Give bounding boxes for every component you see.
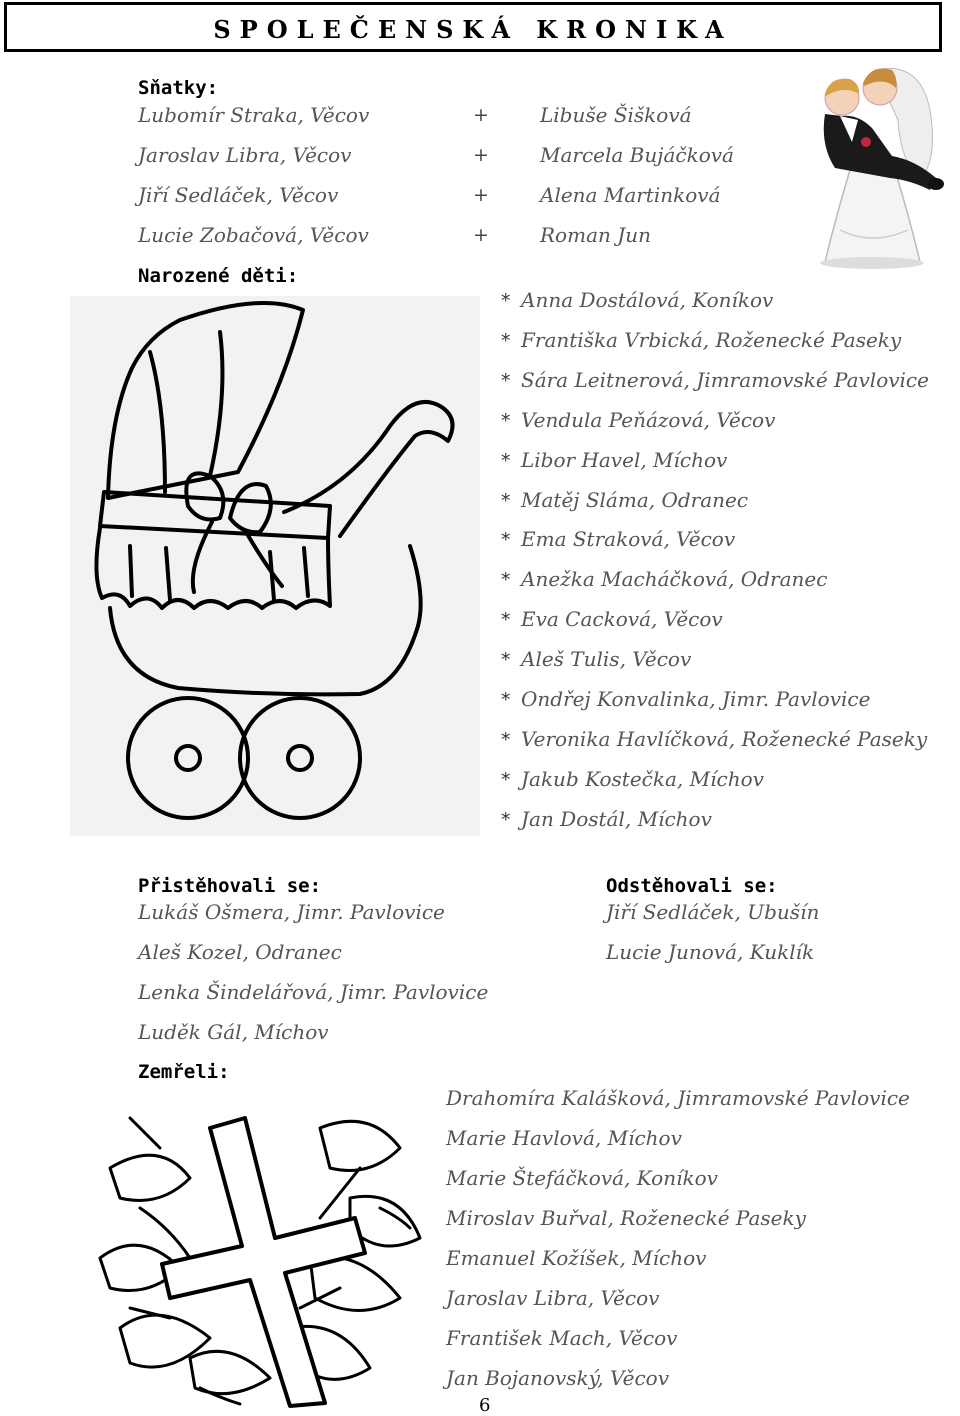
birth-bullet: * (500, 290, 512, 312)
moved-out-item: Lucie Junová, Kuklík (606, 940, 815, 964)
death-item: František Mach, Věcov (446, 1326, 678, 1350)
death-item: Marie Havlová, Míchov (446, 1126, 682, 1150)
birth-item: Františka Vrbická, Roženecké Paseky (521, 328, 902, 352)
moved-in-heading: Přistěhovali se: (138, 875, 322, 897)
births-heading: Narozené děti: (138, 265, 299, 287)
birth-bullet: * (500, 809, 512, 831)
birth-item: Libor Havel, Míchov (521, 448, 728, 472)
death-item: Emanuel Kožíšek, Míchov (446, 1246, 707, 1270)
marriage-plus: + (473, 184, 489, 206)
birth-bullet: * (500, 529, 512, 551)
moved-out-item: Jiří Sedláček, Ubušín (606, 900, 820, 924)
birth-bullet: * (500, 569, 512, 591)
moved-in-item: Lukáš Ošmera, Jimr. Pavlovice (138, 900, 445, 924)
birth-bullet: * (500, 370, 512, 392)
birth-bullet: * (500, 410, 512, 432)
death-item: Jaroslav Libra, Věcov (446, 1286, 660, 1310)
birth-item: Veronika Havlíčková, Roženecké Paseky (521, 727, 928, 751)
birth-item: Vendula Peňázová, Věcov (521, 408, 776, 432)
marriage-groom: Jiří Sedláček, Věcov (138, 183, 339, 207)
marriage-bride: Alena Martinková (540, 183, 721, 207)
birth-bullet: * (500, 689, 512, 711)
moved-in-item: Lenka Šindelářová, Jimr. Pavlovice (138, 980, 489, 1004)
birth-item: Ondřej Konvalinka, Jimr. Pavlovice (521, 687, 871, 711)
baby-pram-icon (70, 296, 480, 836)
death-item: Drahomíra Kalášková, Jimramovské Pavlovice (446, 1086, 910, 1110)
birth-bullet: * (500, 649, 512, 671)
birth-item: Jakub Kostečka, Míchov (521, 767, 764, 791)
marriages-heading: Sňatky: (138, 77, 219, 99)
marriage-plus: + (473, 224, 489, 246)
birth-bullet: * (500, 450, 512, 472)
birth-bullet: * (500, 729, 512, 751)
cross-with-lilies-icon (100, 1108, 430, 1408)
page-header (4, 2, 942, 52)
birth-item: Anna Dostálová, Koníkov (521, 288, 774, 312)
birth-item: Ema Straková, Věcov (521, 527, 736, 551)
page-title: SPOLEČENSKÁ KRONIKA (213, 15, 733, 44)
wedding-couple-icon (780, 50, 960, 272)
deaths-heading: Zemřeli: (138, 1061, 230, 1083)
birth-bullet: * (500, 330, 512, 352)
birth-item: Jan Dostál, Míchov (521, 807, 712, 831)
birth-item: Eva Cacková, Věcov (521, 607, 723, 631)
marriage-bride: Roman Jun (540, 223, 652, 247)
marriage-groom: Lubomír Straka, Věcov (138, 103, 370, 127)
birth-bullet: * (500, 490, 512, 512)
birth-item: Anežka Macháčková, Odranec (521, 567, 828, 591)
marriage-groom: Jaroslav Libra, Věcov (138, 143, 352, 167)
birth-item: Aleš Tulis, Věcov (521, 647, 692, 671)
moved-in-item: Luděk Gál, Míchov (138, 1020, 329, 1044)
marriage-groom: Lucie Zobačová, Věcov (138, 223, 369, 247)
birth-item: Matěj Sláma, Odranec (521, 488, 749, 512)
moved-in-item: Aleš Kozel, Odranec (138, 940, 342, 964)
moved-out-heading: Odstěhovali se: (606, 875, 778, 897)
birth-bullet: * (500, 609, 512, 631)
death-item: Miroslav Buřval, Roženecké Paseky (446, 1206, 806, 1230)
death-item: Jan Bojanovský, Věcov (446, 1366, 669, 1390)
page-number: 6 (479, 1395, 491, 1416)
marriage-plus: + (473, 104, 489, 126)
birth-item: Sára Leitnerová, Jimramovské Pavlovice (521, 368, 929, 392)
marriage-bride: Libuše Šišková (540, 103, 692, 127)
death-item: Marie Štefáčková, Koníkov (446, 1166, 718, 1190)
marriage-bride: Marcela Bujáčková (540, 143, 734, 167)
marriage-plus: + (473, 144, 489, 166)
birth-bullet: * (500, 769, 512, 791)
